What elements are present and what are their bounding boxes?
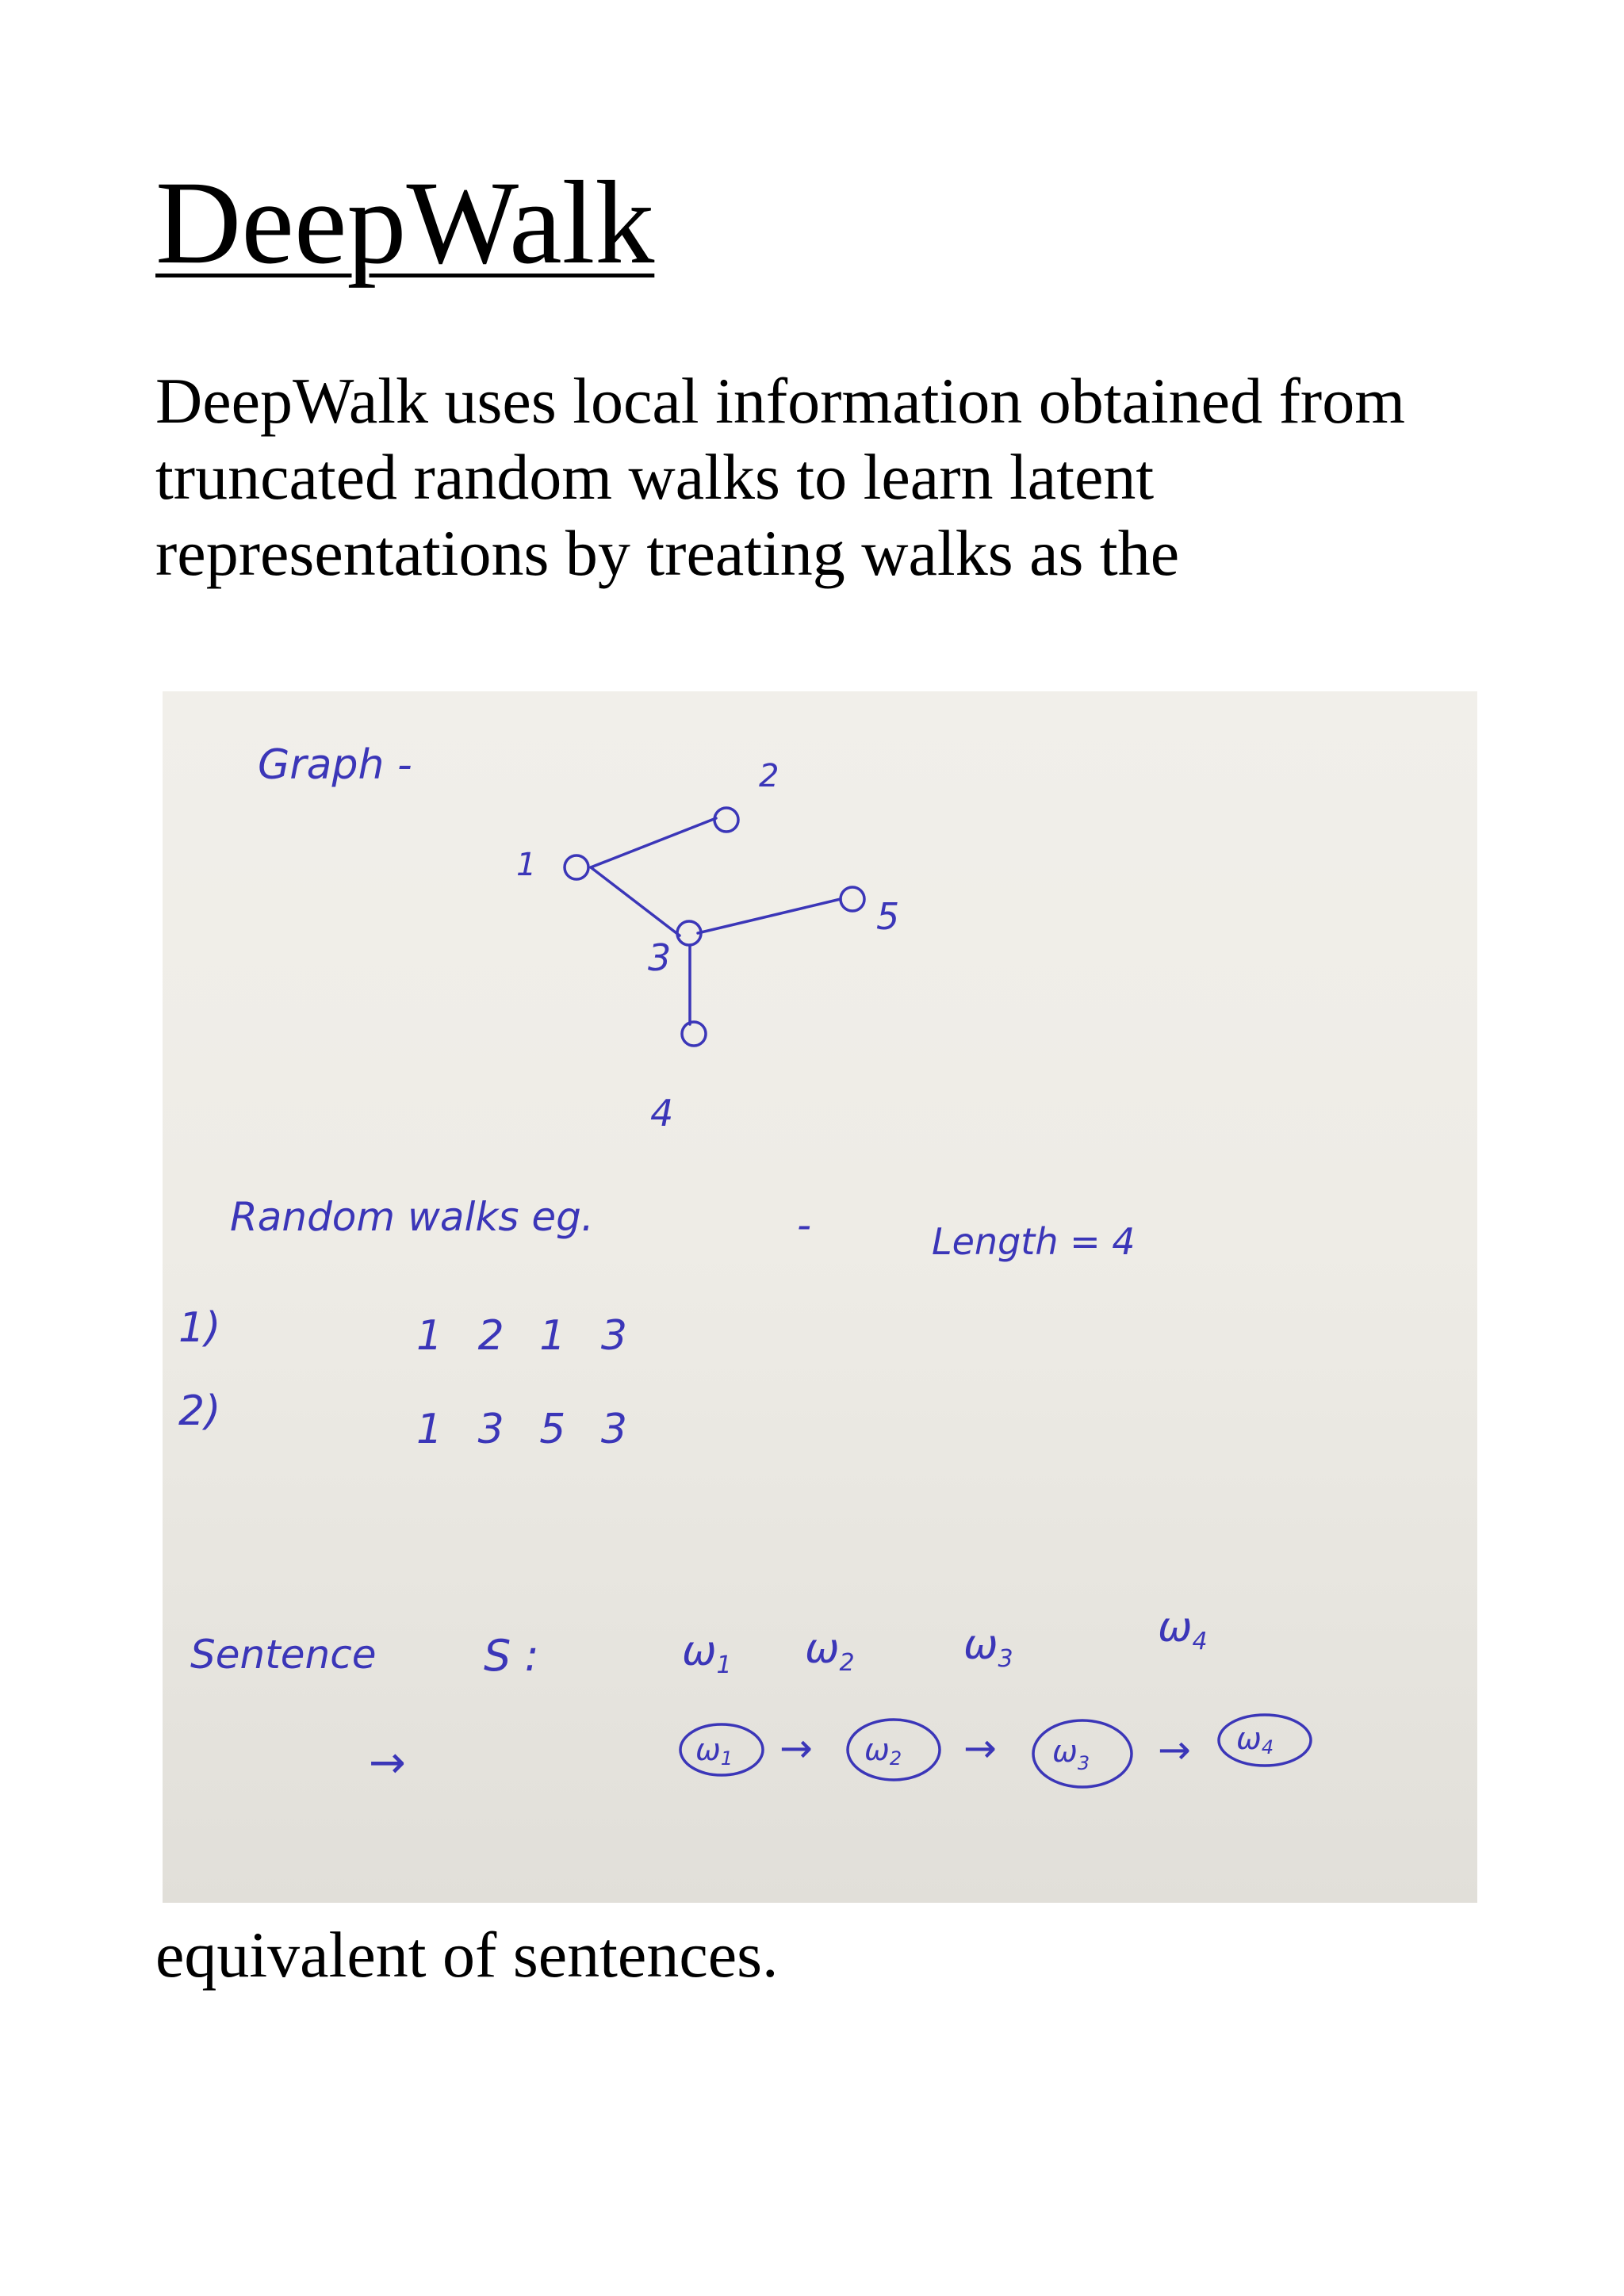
word-subscript: 1: [716, 1651, 732, 1679]
word-subscript: 3: [1077, 1752, 1090, 1774]
graph-label: Graph -: [258, 741, 412, 789]
page-title: DeepWalk: [155, 157, 655, 289]
edge-1-3: [591, 867, 680, 936]
word-letter: ω: [1236, 1721, 1262, 1756]
circled-word-1: [695, 1732, 733, 1770]
word-letter: ω: [682, 1628, 717, 1675]
node-label-1: 1: [516, 847, 537, 883]
word-letter: ω: [805, 1625, 840, 1673]
node-label-5: 5: [876, 895, 900, 938]
walk-index: 2): [178, 1387, 221, 1435]
chain-arrow: →: [963, 1725, 997, 1771]
sentence-symbol: S :: [484, 1631, 539, 1681]
word-subscript: 3: [998, 1645, 1013, 1673]
outro-text: equivalent of sentences.: [155, 1919, 779, 1991]
heading-dash: -: [797, 1202, 812, 1248]
graph-node-4: [682, 1022, 706, 1046]
sentence-word-3: [963, 1621, 1013, 1673]
word-subscript: 4: [1261, 1736, 1274, 1758]
graph-node-1: [565, 855, 588, 879]
intro-line: truncated random walks to learn latent: [155, 441, 1155, 513]
edge-1-2: [591, 818, 716, 867]
intro-line: representations by treating walks as the: [155, 517, 1180, 589]
word-letter: ω: [1052, 1734, 1078, 1769]
leading-arrow: →: [369, 1737, 406, 1789]
sentence-label: Sentence: [190, 1632, 377, 1678]
word-letter: ω: [695, 1732, 721, 1767]
word-subscript: 2: [889, 1747, 902, 1770]
circled-word-2: [864, 1732, 902, 1770]
sentence-word-4: [1158, 1604, 1208, 1655]
graph-node-5: [841, 887, 864, 911]
handwritten-notes-photo: [163, 691, 1477, 1903]
walk-length-label: Length = 4: [932, 1220, 1136, 1263]
circled-word-3: [1052, 1734, 1090, 1774]
word-letter: ω: [864, 1732, 890, 1767]
chain-arrow: →: [1158, 1727, 1191, 1773]
chain-arrow: →: [779, 1725, 813, 1771]
word-letter: ω: [963, 1621, 998, 1669]
walk-sequence: 1 3 5 3: [416, 1406, 638, 1453]
node-label-3: 3: [648, 936, 672, 979]
node-label-4: 4: [650, 1092, 674, 1135]
random-walks-heading: Random walks eg.: [230, 1194, 594, 1240]
word-subscript: 1: [720, 1747, 733, 1770]
word-letter: ω: [1158, 1604, 1193, 1651]
intro-paragraph: [155, 363, 1405, 591]
word-subscript: 2: [839, 1649, 855, 1677]
node-label-2: 2: [759, 758, 779, 794]
edge-3-5: [698, 899, 841, 933]
walk-index: 1): [178, 1304, 221, 1352]
word-subscript: 4: [1192, 1628, 1208, 1655]
graph-node-2: [714, 808, 738, 832]
sentence-word-2: [805, 1625, 855, 1677]
intro-line: DeepWalk uses local information obtained from: [155, 365, 1405, 437]
handwritten-notes-drawing: [163, 691, 1477, 1903]
sentence-word-1: [682, 1628, 732, 1679]
circled-word-4: [1236, 1721, 1274, 1758]
walk-sequence: 1 2 1 3: [416, 1312, 638, 1360]
